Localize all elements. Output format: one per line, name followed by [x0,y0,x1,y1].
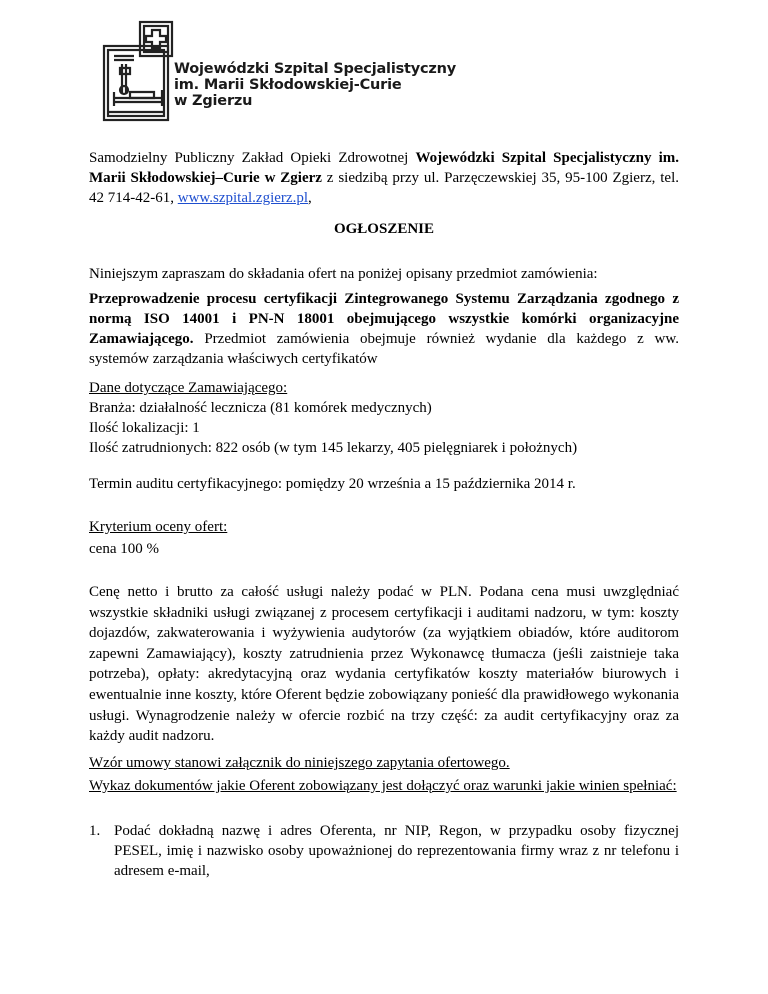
list-item [89,821,679,881]
audit-term: Termin auditu certyfikacyjnego: pomiędzy 20 września a 15 października 2014 r. [89,476,576,492]
subject-paragraph [89,289,679,369]
client-employees: Ilość zatrudnionych: 822 osób (w tym 145 lekarzy, 405 pielęgniarek i położnych) [89,440,578,456]
logo-line-1: Wojewódzki Szpital Specjalistyczny [174,61,457,77]
documents-heading: Wykaz dokumentów jakie Oferent zobowiązany jest dołączyć oraz warunki jakie winien spełniać: [89,778,677,794]
client-data [89,378,679,458]
hospital-address: z siedzibą przy ul. Parzęczewskiej 35, 95-100 Zgierz, tel. 42 714-42-61, [89,170,679,206]
price-paragraph: Cenę netto i brutto za całość usługi należy podać w PLN. Podana cena musi uwzględniać wszystkie składniki usługi związanej z procesem certyfikacji i auditami nadzoru, w tym: koszty dojazdów, zakwaterowania i wyżywienia audytorów (za wyjątkiem obiadów, które auditorom zapewni Zamawiający), koszty zatrudnienia przez Wykonawcę tłumacza (jeśli zaistnieje taka potrzeba), opłaty: akredytacyjną oraz wydania certyfikatów koszty materiałów biurowych i ewentualnie inne koszty, które Oferent będzie zobowiązany ponieść dla prawidłowego wykonania usługi. Wynagrodzenie należy w ofercie rozbić na trzy część: za audit certyfikacyjny oraz za każdy audit nadzoru. [89,584,679,745]
hospital-name: Wojewódzki Szpital Specjalistyczny im. Marii Skłodowskiej–Curie w Zgierz [89,150,680,186]
website-link[interactable]: www.szpital.zgierz.pl [177,190,308,206]
client-locations: Ilość lokalizacji: 1 [89,420,200,436]
logo-line-2: im. Marii Skłodowskiej-Curie [174,77,402,93]
title-text: OGŁOSZENIE [333,221,435,237]
logo-text [174,61,456,109]
client-branch: Branża: działalność lecznicza (81 komórek medycznych) [89,400,432,416]
criteria-section [89,517,679,559]
header-trailing: , [307,190,312,206]
contract-note: Wzór umowy stanowi załącznik do niniejszego zapytania ofertowego. [89,755,510,771]
header-intro: Samodzielny Publiczny Zakład Opieki Zdrowotnej [89,150,416,166]
list-item-text: Podać dokładną nazwę i adres Oferenta, nr NIP, Regon, w przypadku osoby fizycznej PESEL, imię i nazwisko osoby upoważnionej do reprezentowania firmy wraz z nr telefonu i adresem e-mail, [114,823,679,879]
list-item-number: 1. [89,823,101,839]
criteria-heading: Kryterium oceny ofert: [89,519,228,535]
client-heading: Dane dotyczące Zamawiającego: [89,380,288,396]
subject-bold: Przeprowadzenie procesu certyfikacji Zintegrowanego Systemu Zarządzania zgodnego z normą ISO 14001 i PN-N 18001 obejmującego wszystkie komórki organizacyjne Zamawiającego. [89,291,679,347]
invitation-text: Niniejszym zapraszam do składania ofert na poniżej opisany przedmiot zamówienia: [89,266,598,282]
criteria-value: cena 100 % [89,541,159,557]
hospital-logo [100,20,457,124]
header-paragraph [89,148,679,208]
subject-normal: Przedmiot zamówienia obejmuje również wydanie dla każdego z ww. systemów zarządzania właściwych certyfikatów [89,331,679,367]
page-title [89,219,679,239]
logo-line-3: w Zgierzu [174,93,253,109]
requirements-list [89,821,679,881]
